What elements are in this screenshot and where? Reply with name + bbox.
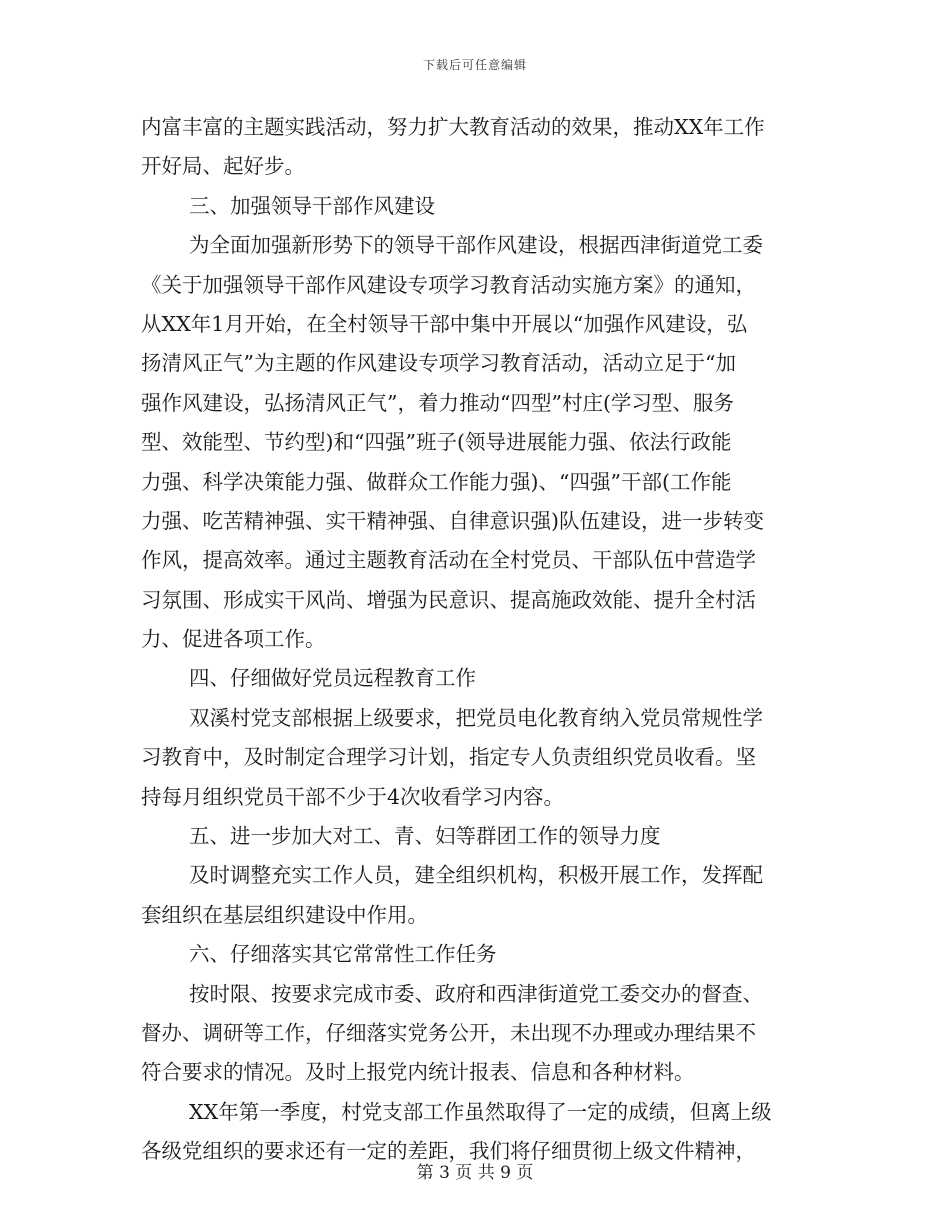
page-number-footer: 第 3 页 共 9 页 [416,1163,534,1183]
paragraph-line: 习教育中，及时制定合理学习计划，指定专人负责组织党员收看。坚 [141,745,756,770]
paragraph-line: 习氛围、形成实干风尚、增强为民意识、提高施政效能、提升全村活 [141,587,756,612]
paragraph-line: 各级党组织的要求还有一定的差距，我们将仔细贯彻上级文件精神， [141,1139,756,1164]
paragraph-line: 符合要求的情况。及时上报党内统计报表、信息和各种材料。 [141,1060,695,1085]
paragraph-line: XX年第一季度，村党支部工作虽然取得了一定的成绩，但离上级 [189,1099,772,1124]
paragraph-line: 开好局、起好步。 [141,154,305,179]
paragraph-line: 为全面加强新形势下的领导干部作风建设，根据西津街道党工委 [189,233,763,258]
paragraph-line: 督办、调研等工作，仔细落实党务公开，未出现不办理或办理结果不 [141,1020,756,1045]
paragraph-line: 双溪村党支部根据上级要求，把党员电化教育纳入党员常规性学 [189,705,763,730]
section-heading: 六、仔细落实其它常常性工作任务 [189,942,497,967]
paragraph-line: 扬清风正气”为主题的作风建设专项学习教育活动，活动立足于“加 [141,351,736,376]
paragraph-line: 型、效能型、节约型)和“四强”班子(领导进展能力强、依法行政能 [141,430,732,455]
paragraph-line: 力、促进各项工作。 [141,627,326,652]
paragraph-line: 力强、科学决策能力强、做群众工作能力强)、“四强”干部(工作能 [141,469,732,494]
paragraph-line: 内富丰富的主题实践活动，努力扩大教育活动的效果，推动XX年工作 [141,115,765,139]
paragraph-line: 从XX年1月开始，在全村领导干部中集中开展以“加强作风建设，弘 [141,311,748,336]
paragraph-line: 力强、吃苦精神强、实干精神强、自律意识强)队伍建设，进一步转变 [141,508,764,533]
paragraph-line: 强作风建设，弘扬清风正气”，着力推动“四型”村庄(学习型、服务 [141,390,734,415]
section-heading: 三、加强领导干部作风建设 [189,193,435,218]
section-heading: 四、仔细做好党员远程教育工作 [189,666,476,691]
paragraph-line: 及时调整充实工作人员，建全组织机构，积极开展工作，发挥配 [189,863,763,888]
document-body [141,108,811,1172]
paragraph-line: 按时限、按要求完成市委、政府和西津街道党工委交办的督查、 [189,981,763,1006]
paragraph-line: 作风，提高效率。通过主题教育活动在全村党员、干部队伍中营造学 [141,548,756,573]
section-heading: 五、进一步加大对工、青、妇等群团工作的领导力度 [189,824,661,849]
paragraph-line: 持每月组织党员干部不少于4次收看学习内容。 [141,784,565,809]
page-header-note: 下载后可任意编辑 [422,58,527,72]
paragraph-line: 《关于加强领导干部作风建设专项学习教育活动实施方案》的通知， [141,272,756,297]
paragraph-line: 套组织在基层组织建设中作用。 [141,902,428,927]
